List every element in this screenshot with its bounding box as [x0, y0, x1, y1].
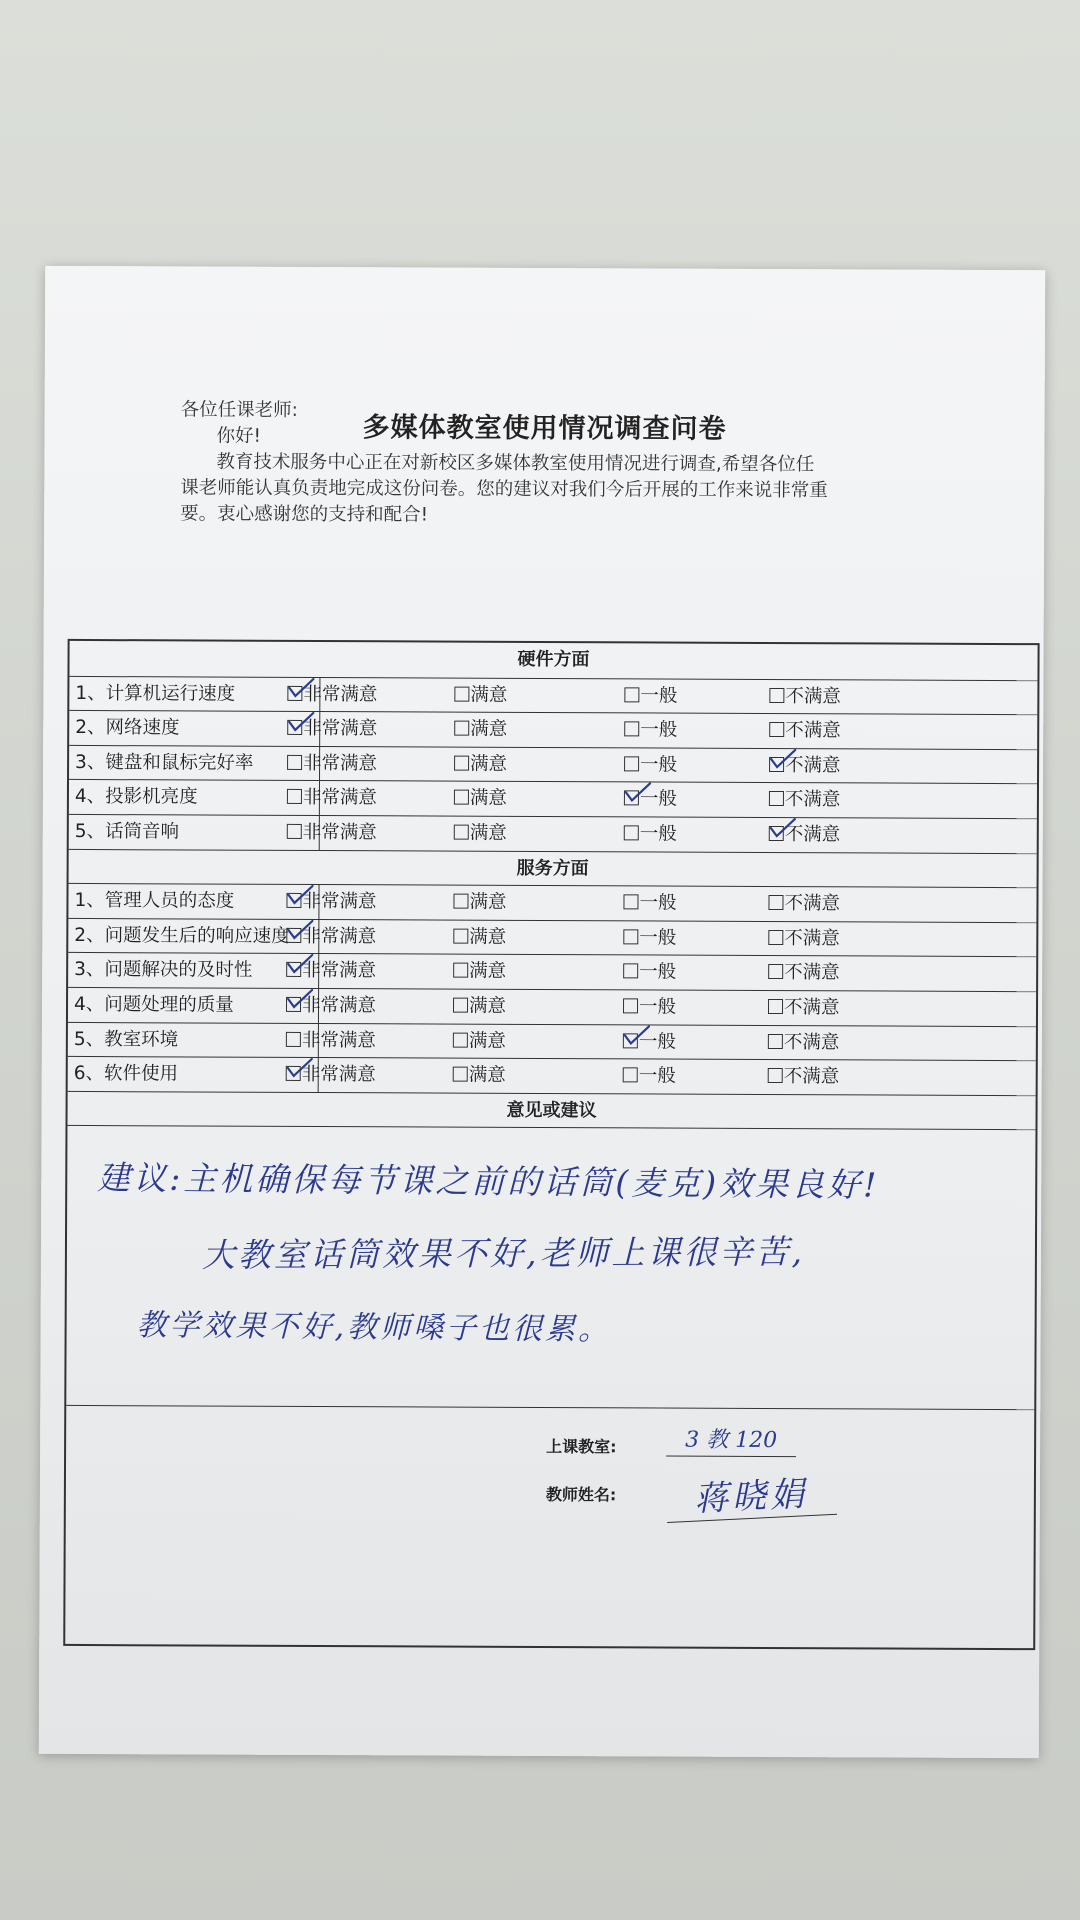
hardware-question-row [69, 814, 1037, 853]
check-mark-icon [285, 884, 315, 908]
option-label: 不满意 [785, 685, 841, 707]
option-average[interactable] [623, 1060, 676, 1095]
option-average[interactable] [623, 990, 676, 1025]
checkbox-checked[interactable] [286, 997, 301, 1012]
option-label: 非常满意 [302, 787, 377, 809]
option-label: 不满意 [784, 927, 840, 950]
page-title: 多媒体教室使用情况调查问卷 [362, 412, 727, 445]
checkbox[interactable] [454, 721, 469, 736]
option-label: 满意 [470, 718, 508, 741]
checkbox[interactable] [287, 755, 302, 770]
option-unsatisfied[interactable] [769, 783, 841, 818]
intro-greeting: 你好! [216, 425, 261, 447]
option-unsatisfied[interactable] [769, 749, 841, 784]
checkbox[interactable] [768, 1068, 783, 1083]
option-label: 非常满意 [302, 891, 377, 913]
question-label: 3、问题解决的及时性 [74, 959, 253, 982]
handwritten-suggestion-line: 建议:主机确保每节课之前的话筒(麦克)效果良好! [97, 1158, 880, 1205]
option-label: 非常满意 [302, 821, 377, 844]
teacher-name-label: 教师姓名: [545, 1485, 617, 1505]
option-unsatisfied[interactable] [768, 922, 840, 957]
checkbox[interactable] [453, 928, 468, 943]
option-satisfied[interactable] [453, 1059, 506, 1094]
checkbox-checked[interactable] [624, 791, 639, 806]
option-average[interactable] [624, 714, 677, 749]
option-label: 不满意 [784, 789, 841, 811]
option-satisfied[interactable] [454, 747, 507, 782]
checkbox[interactable] [454, 790, 469, 805]
survey-table [63, 639, 1039, 1650]
checkbox[interactable] [624, 722, 639, 737]
option-label: 一般 [639, 961, 677, 983]
checkbox[interactable] [624, 756, 639, 771]
intro-salutation: 各位任课老师: [180, 399, 298, 421]
option-label: 非常满意 [303, 718, 378, 740]
checkbox-checked[interactable] [286, 962, 301, 977]
option-very-satisfied[interactable] [287, 816, 377, 851]
option-very-satisfied[interactable] [287, 747, 377, 782]
checkbox-checked[interactable] [287, 685, 302, 700]
suggestions-area[interactable] [66, 1125, 1035, 1409]
option-label: 不满意 [784, 962, 840, 984]
option-label: 非常满意 [303, 752, 378, 775]
option-average[interactable] [624, 748, 677, 783]
checkbox-checked[interactable] [287, 720, 302, 735]
hardware-question-row [69, 710, 1037, 749]
option-unsatisfied[interactable] [768, 1026, 840, 1061]
check-mark-icon [285, 988, 315, 1012]
option-label: 不满意 [783, 1031, 840, 1053]
option-very-satisfied[interactable] [286, 954, 376, 989]
option-unsatisfied[interactable] [769, 818, 841, 853]
option-label: 不满意 [783, 997, 840, 1019]
option-label: 不满意 [785, 720, 841, 742]
teacher-signature[interactable]: 蒋晓娟 [665, 1465, 837, 1523]
checkbox[interactable] [769, 688, 784, 703]
checkbox[interactable] [769, 722, 784, 737]
classroom-label: 上课教室: [546, 1437, 617, 1457]
suggestions-section-header [68, 1091, 1036, 1130]
option-label: 一般 [638, 1065, 676, 1087]
check-mark-icon [285, 919, 315, 943]
checkbox[interactable] [624, 825, 639, 840]
option-label: 满意 [469, 822, 507, 844]
option-label: 非常满意 [301, 1064, 376, 1086]
service-question-row [68, 987, 1036, 1026]
checkbox[interactable] [453, 1032, 468, 1047]
checkbox[interactable] [623, 1068, 638, 1083]
option-label: 满意 [469, 788, 507, 810]
handwritten-suggestion-line: 大教室话筒效果不好,老师上课很辛苦, [201, 1232, 806, 1276]
option-very-satisfied[interactable] [287, 677, 377, 712]
option-satisfied[interactable] [454, 817, 507, 852]
checkbox-checked[interactable] [769, 757, 784, 772]
checkbox[interactable] [623, 998, 638, 1013]
option-label: 满意 [468, 995, 507, 1017]
option-average[interactable] [624, 817, 677, 852]
question-label: 4、问题处理的质量 [73, 993, 234, 1016]
question-label: 5、话筒音响 [74, 820, 180, 843]
option-label: 非常满意 [302, 925, 377, 948]
checkbox[interactable] [623, 929, 638, 944]
option-label: 满意 [468, 1064, 506, 1087]
option-satisfied[interactable] [453, 920, 506, 955]
classroom-value[interactable]: 3 教 120 [666, 1423, 796, 1458]
checkbox[interactable] [624, 687, 639, 702]
intro-line-3: 要。衷心感谢您的支持和配合! [180, 503, 429, 526]
check-mark-icon [623, 782, 653, 806]
option-label: 不满意 [784, 824, 841, 846]
checkbox[interactable] [287, 789, 302, 804]
checkbox[interactable] [287, 824, 302, 839]
hardware-section-header [69, 641, 1037, 680]
hardware-question-row [69, 676, 1037, 715]
intro-line-1: 教育技术服务中心正在对新校区多媒体教室使用情况进行调查,希望各位任 [216, 451, 815, 476]
option-label: 一般 [639, 892, 677, 914]
option-unsatisfied[interactable] [768, 991, 840, 1026]
option-label: 一般 [639, 927, 677, 949]
checkbox[interactable] [623, 895, 638, 910]
intro-line-2: 课老师能认真负责地完成这份问卷。您的建议对我们今后开展的工作来说非常重 [180, 477, 828, 502]
option-label: 满意 [470, 684, 508, 706]
service-question-row [68, 918, 1036, 957]
option-very-satisfied[interactable] [287, 781, 377, 816]
option-unsatisfied[interactable] [768, 887, 840, 922]
option-average[interactable] [623, 1025, 676, 1060]
option-very-satisfied[interactable] [287, 712, 377, 747]
check-mark-icon [768, 817, 798, 841]
check-mark-icon [285, 953, 315, 977]
checkbox-checked[interactable] [286, 928, 301, 943]
check-mark-icon [768, 748, 798, 772]
question-label: 5、教室环境 [73, 1028, 179, 1051]
checkbox-checked[interactable] [286, 893, 301, 908]
option-label: 非常满意 [301, 1029, 376, 1051]
checkbox[interactable] [454, 686, 469, 701]
option-label: 非常满意 [301, 994, 377, 1017]
option-label: 不满意 [783, 1066, 840, 1088]
service-section-header [69, 849, 1037, 888]
check-mark-icon [622, 1024, 652, 1048]
option-label: 满意 [469, 961, 507, 983]
check-mark-icon [286, 676, 316, 700]
check-mark-icon [285, 1057, 315, 1081]
option-label: 非常满意 [303, 683, 378, 705]
hardware-question-row [69, 745, 1037, 784]
option-unsatisfied[interactable] [769, 680, 841, 715]
checkbox-checked[interactable] [769, 826, 784, 841]
option-satisfied[interactable] [454, 713, 507, 748]
option-average[interactable] [624, 679, 677, 714]
option-label: 不满意 [784, 893, 841, 915]
question-label: 4、投影机亮度 [74, 786, 198, 808]
question-label: 2、问题发生后的响应速度 [74, 924, 290, 947]
checkbox[interactable] [768, 895, 783, 910]
checkbox[interactable] [768, 930, 783, 945]
option-label: 不满意 [785, 754, 841, 777]
option-average[interactable] [623, 887, 676, 922]
option-satisfied[interactable] [453, 1024, 506, 1059]
question-label: 1、管理人员的态度 [74, 890, 235, 912]
option-very-satisfied[interactable] [286, 1023, 376, 1058]
option-label: 非常满意 [302, 960, 377, 982]
service-question-row [68, 883, 1036, 922]
option-very-satisfied[interactable] [286, 920, 376, 955]
option-label: 满意 [469, 891, 507, 914]
option-label: 一般 [639, 788, 677, 810]
checkbox[interactable] [768, 999, 783, 1014]
checkbox[interactable] [454, 755, 469, 770]
question-label: 2、网络速度 [75, 717, 180, 739]
option-very-satisfied[interactable] [286, 885, 376, 920]
handwritten-suggestion-line: 教学效果不好,教师嗓子也很累。 [136, 1308, 612, 1348]
checkbox[interactable] [286, 1031, 301, 1046]
option-label: 一般 [639, 823, 677, 845]
service-question-row [68, 1022, 1036, 1061]
check-mark-icon [286, 711, 316, 735]
option-label: 满意 [469, 926, 507, 948]
option-satisfied[interactable] [454, 782, 507, 817]
option-very-satisfied[interactable] [286, 989, 376, 1024]
checkbox[interactable] [453, 1067, 468, 1082]
option-label: 满意 [470, 753, 508, 775]
option-unsatisfied[interactable] [769, 714, 841, 749]
option-satisfied[interactable] [454, 678, 507, 713]
hardware-section-title: 硬件方面 [517, 648, 590, 671]
service-question-row [68, 952, 1036, 991]
footer-section [65, 1405, 1034, 1648]
checkbox[interactable] [623, 964, 638, 979]
service-section-title: 服务方面 [516, 857, 589, 879]
question-label: 1、计算机运行速度 [75, 682, 236, 705]
option-label: 一般 [640, 685, 678, 707]
survey-paper [39, 266, 1045, 1758]
option-satisfied[interactable] [453, 990, 506, 1025]
option-satisfied[interactable] [453, 955, 506, 990]
checkbox[interactable] [454, 825, 469, 840]
hardware-question-row [69, 779, 1037, 818]
option-unsatisfied[interactable] [768, 1060, 840, 1095]
option-label: 满意 [468, 1030, 506, 1052]
service-question-row [68, 1056, 1036, 1095]
checkbox-checked[interactable] [623, 1033, 638, 1048]
checkbox-checked[interactable] [286, 1066, 301, 1081]
checkbox[interactable] [453, 963, 468, 978]
checkbox[interactable] [768, 964, 783, 979]
option-very-satisfied[interactable] [286, 1058, 376, 1093]
question-label: 3、键盘和鼠标完好率 [75, 751, 254, 774]
option-average[interactable] [623, 956, 676, 991]
option-label: 一般 [638, 996, 677, 1018]
option-average[interactable] [624, 783, 677, 818]
checkbox[interactable] [453, 894, 468, 909]
option-unsatisfied[interactable] [768, 956, 840, 991]
intro-text [180, 397, 961, 530]
option-average[interactable] [623, 921, 676, 956]
checkbox[interactable] [768, 1034, 783, 1049]
question-label: 6、软件使用 [73, 1063, 179, 1085]
option-label: 一般 [640, 754, 678, 776]
suggestions-section-title: 意见或建议 [506, 1099, 597, 1122]
option-label: 一般 [640, 719, 678, 741]
checkbox[interactable] [453, 998, 468, 1013]
option-label: 一般 [638, 1031, 676, 1053]
checkbox[interactable] [769, 791, 784, 806]
option-satisfied[interactable] [453, 886, 506, 921]
